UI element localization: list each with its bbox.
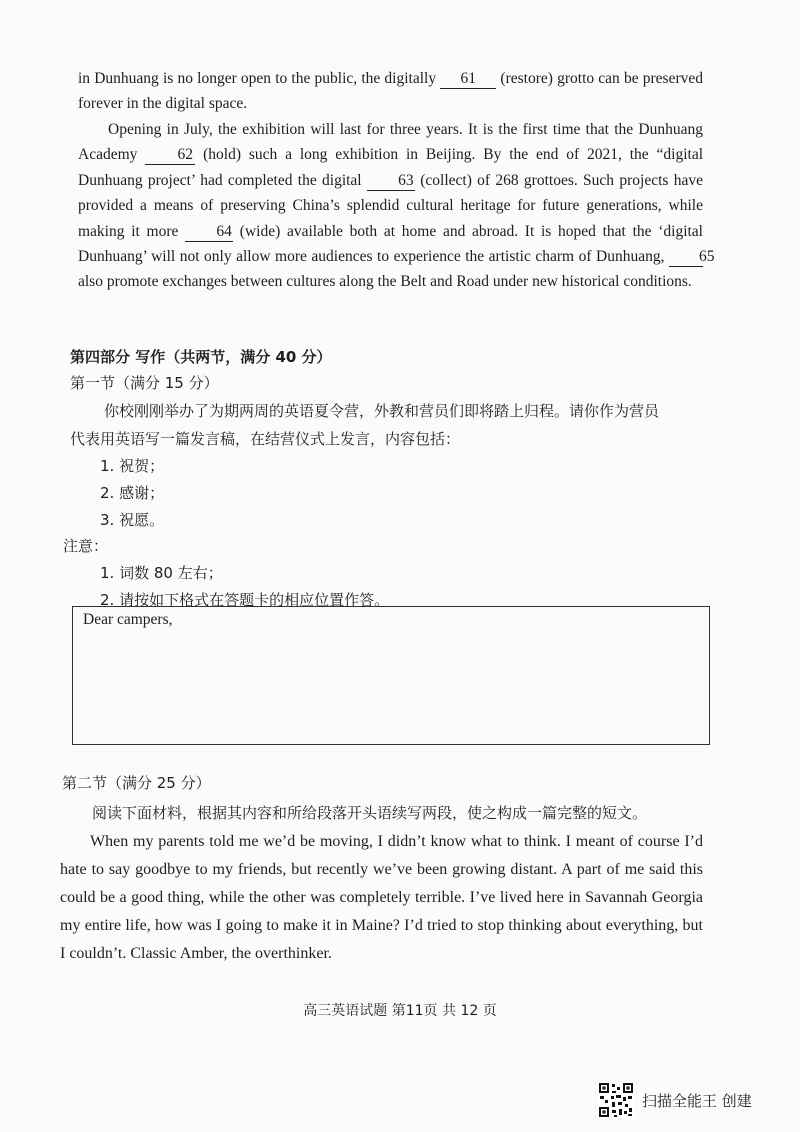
section-one-prompt-line1: 你校刚刚举办了为期两周的英语夏令营，外教和营员们即将踏上归程。请你作为营员 [104, 402, 660, 420]
content-item: 2. 感谢； [100, 484, 165, 502]
passage-text: (wide) available both at home and abroad. It is hoped that the ‘digital Dunhuang’ will not only allow more audiences to experience the artistic charm of Dunhuang, [78, 222, 703, 266]
passage-paragraph-2 [78, 117, 715, 295]
note-item: 2. 请按如下格式在答题卡的相应位置作答。 [100, 591, 390, 609]
blank-63: 63 [367, 172, 415, 191]
passage-text: Opening in July, the exhibition will last for three years. It is the first time that the Dunhuang Academy [78, 121, 703, 164]
passage-text: also promote exchanges between cultures along the Belt and Road under new historical conditions. [78, 273, 692, 291]
note-item: 1. 词数 80 左右； [100, 564, 223, 582]
blank-62: 62 [145, 146, 195, 165]
part-four-title: 第四部分 写作（共两节，满分 40 分） [70, 348, 332, 366]
scanner-stamp-text: 扫描全能王 创建 [642, 1091, 752, 1110]
section-one-title: 第一节（满分 15 分） [70, 374, 219, 392]
passage-paragraph-1 [78, 66, 703, 117]
content-item: 3. 祝愿。 [100, 511, 165, 529]
qr-code-icon [598, 1082, 634, 1118]
passage-text: in Dunhuang is no longer open to the public, the digitally [78, 70, 441, 87]
section-two-prompt: 阅读下面材料，根据其内容和所给段落开头语续写两段，使之构成一篇完整的短文。 [92, 804, 648, 822]
blank-65: 65 [669, 248, 703, 267]
story-paragraph: When my parents told me we’d be moving, I didn’t know what to think. I meant of course I’d hate to say goodbye to my friends, but recently we’ve been growing distant. A part of me said this could be a good thing, while the other was completely terrible. I’ve lived here in Savannah Georgia my entire life, how was I going to make it in Maine? I’d tried to stop thinking about everything, but I couldn’t. Classic Amber, the overthinker. [60, 833, 703, 962]
passage-text: (collect) of 268 grottoes. Such projects have provided a means of preserving China’s splendid cultural heritage for future generations, while making it more [78, 171, 703, 240]
answer-box-greeting: Dear campers, [83, 611, 173, 628]
page-footer: 高三英语试题 第11页 共 12 页 [303, 1003, 497, 1019]
section-one-prompt-line2: 代表用英语写一篇发言稿，在结营仪式上发言，内容包括： [70, 430, 461, 448]
content-item: 1. 祝贺； [100, 457, 165, 475]
note-label: 注意： [63, 537, 109, 555]
blank-64: 64 [185, 223, 233, 242]
passage-text: (restore) grotto can be preserved forever in the digital space. [78, 70, 704, 113]
scanner-stamp [598, 1082, 752, 1118]
answer-box [72, 606, 710, 745]
blank-61: 61 [440, 70, 496, 89]
section-two-title: 第二节（满分 25 分） [62, 774, 211, 792]
passage-text: (hold) such a long exhibition in Beijing. By the end of 2021, the “digital Dunhuang project’ had completed the digital [78, 146, 704, 189]
